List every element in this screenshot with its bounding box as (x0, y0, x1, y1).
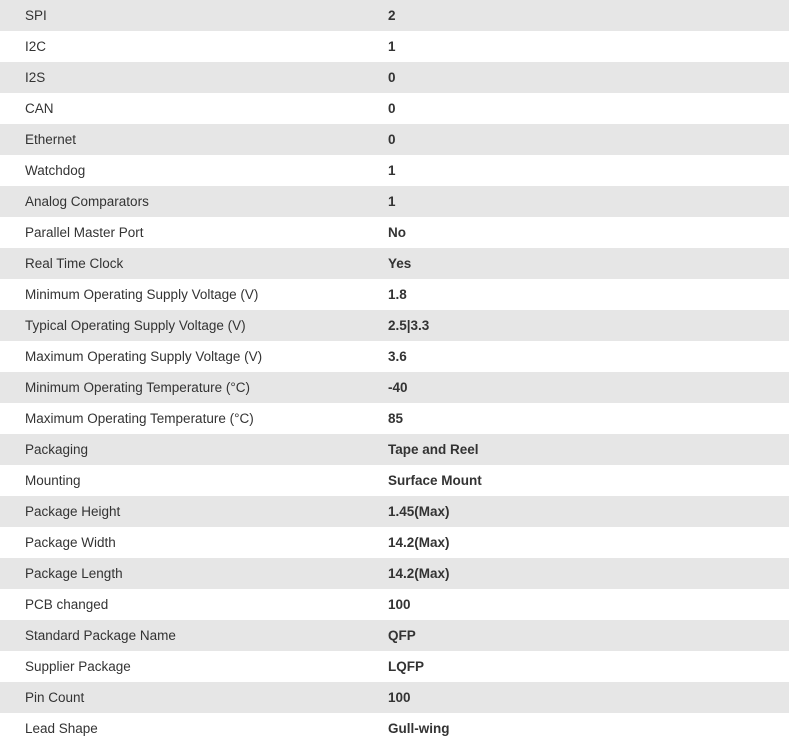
spec-value: 1.45(Max) (388, 504, 450, 519)
spec-row-mounting (0, 465, 789, 496)
spec-value: 100 (388, 690, 411, 705)
spec-label: Watchdog (25, 163, 86, 178)
spec-row-lead-shape (0, 713, 789, 744)
spec-value: -40 (388, 380, 408, 395)
spec-value: 0 (388, 101, 396, 116)
spec-row-can (0, 93, 789, 124)
spec-label: Minimum Operating Supply Voltage (V) (25, 287, 259, 302)
spec-value: LQFP (388, 659, 424, 674)
spec-value: Tape and Reel (388, 442, 479, 457)
spec-label: Maximum Operating Supply Voltage (V) (25, 349, 263, 364)
spec-label: Typical Operating Supply Voltage (V) (25, 318, 246, 333)
spec-row-min-temperature (0, 372, 789, 403)
spec-label: Parallel Master Port (25, 225, 144, 240)
spec-label: Package Width (25, 535, 116, 550)
spec-row-standard-package-name (0, 620, 789, 651)
spec-row-real-time-clock (0, 248, 789, 279)
spec-label: Real Time Clock (25, 256, 124, 271)
spec-row-i2s (0, 62, 789, 93)
spec-row-watchdog (0, 155, 789, 186)
spec-label: Package Height (25, 504, 121, 519)
spec-row-package-height (0, 496, 789, 527)
spec-value: QFP (388, 628, 416, 643)
spec-label: Pin Count (25, 690, 85, 705)
spec-value: 0 (388, 70, 396, 85)
spec-value: 85 (388, 411, 404, 426)
spec-label: Supplier Package (25, 659, 131, 674)
spec-label: PCB changed (25, 597, 109, 612)
spec-value: Yes (388, 256, 412, 271)
spec-row-packaging (0, 434, 789, 465)
spec-row-typ-supply-voltage (0, 310, 789, 341)
spec-row-max-supply-voltage (0, 341, 789, 372)
spec-label: Packaging (25, 442, 89, 457)
spec-label: Maximum Operating Temperature (°C) (25, 411, 254, 426)
spec-value: 3.6 (388, 349, 407, 364)
spec-value: 1 (388, 194, 396, 209)
spec-label: Mounting (25, 473, 81, 488)
spec-label: SPI (25, 8, 47, 23)
spec-label: Minimum Operating Temperature (°C) (25, 380, 250, 395)
spec-value: Gull-wing (388, 721, 450, 736)
spec-row-min-supply-voltage (0, 279, 789, 310)
spec-value: No (388, 225, 406, 240)
spec-label: Analog Comparators (25, 194, 149, 209)
spec-label: I2C (25, 39, 47, 54)
spec-label: Ethernet (25, 132, 77, 147)
spec-row-analog-comparators (0, 186, 789, 217)
spec-row-pcb-changed (0, 589, 789, 620)
spec-row-supplier-package (0, 651, 789, 682)
spec-row-spi (0, 0, 789, 31)
spec-label: Standard Package Name (25, 628, 176, 643)
spec-value: 100 (388, 597, 411, 612)
spec-value: Surface Mount (388, 473, 482, 488)
spec-value: 14.2(Max) (388, 535, 450, 550)
spec-value: 14.2(Max) (388, 566, 450, 581)
spec-value: 1 (388, 39, 396, 54)
spec-label: Lead Shape (25, 721, 98, 736)
spec-value: 0 (388, 132, 396, 147)
spec-row-pin-count (0, 682, 789, 713)
spec-value: 1.8 (388, 287, 407, 302)
spec-row-parallel-master-port (0, 217, 789, 248)
spec-row-package-width (0, 527, 789, 558)
spec-row-i2c (0, 31, 789, 62)
spec-label: I2S (25, 70, 46, 85)
spec-value: 2 (388, 8, 396, 23)
spec-label: Package Length (25, 566, 123, 581)
spec-row-max-temperature (0, 403, 789, 434)
spec-value: 1 (388, 163, 396, 178)
spec-value: 2.5|3.3 (388, 318, 430, 333)
spec-row-package-length (0, 558, 789, 589)
spec-label: CAN (25, 101, 54, 116)
spec-row-ethernet (0, 124, 789, 155)
